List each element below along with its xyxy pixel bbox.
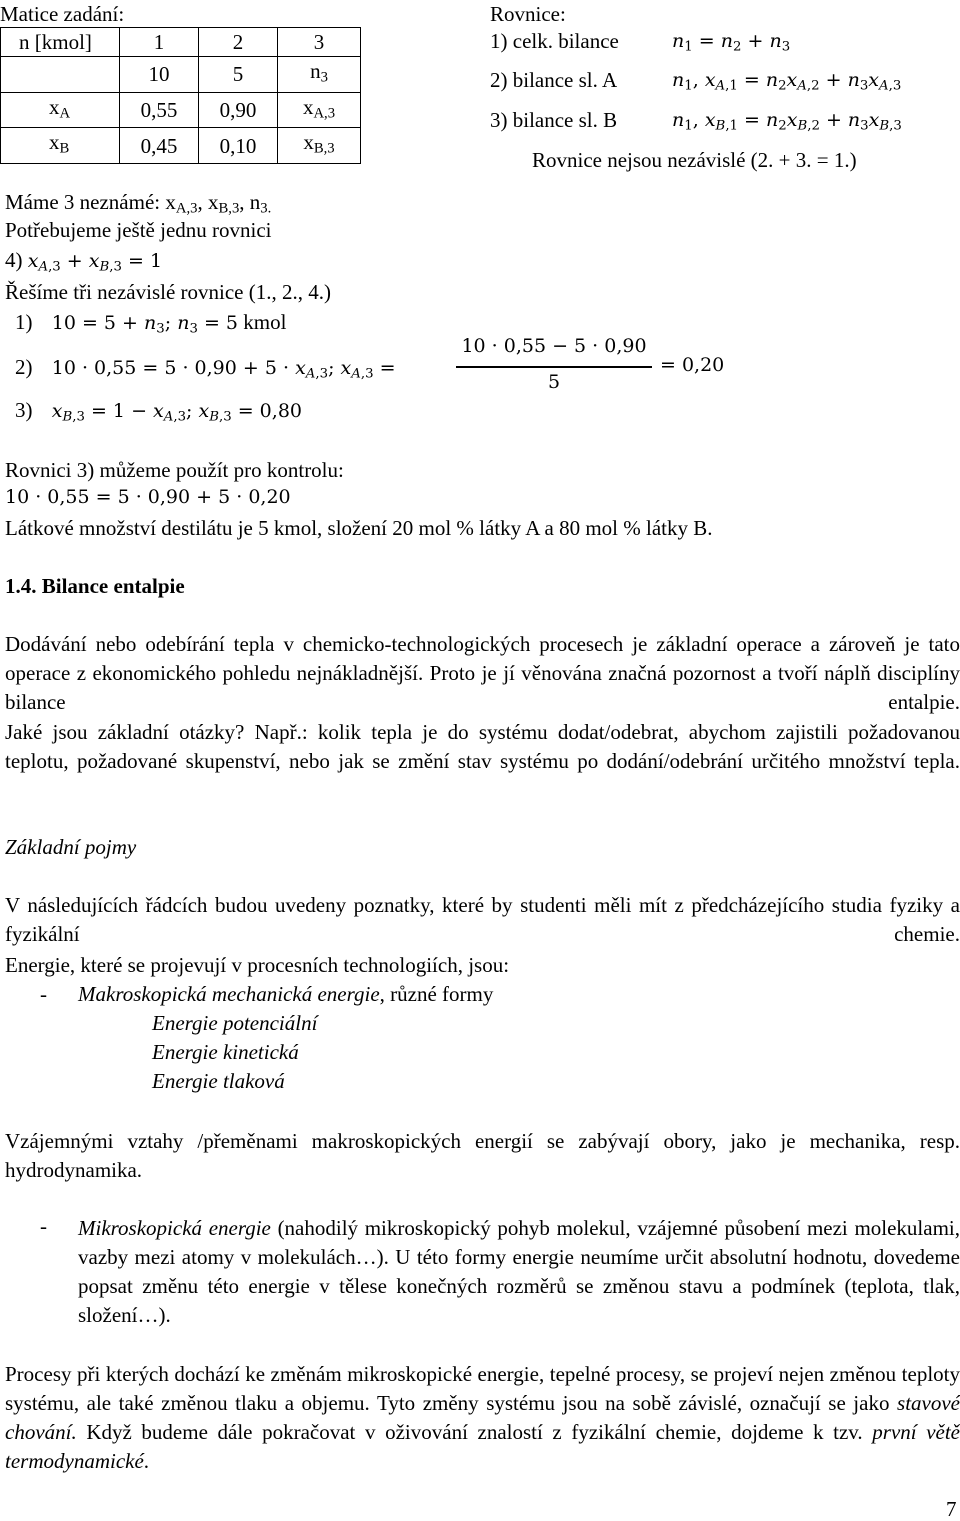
processes-text-b: Když budeme dále pokračovat v oživování znalostí z fyzikální chemie, dojdeme k tzv. <box>76 1420 873 1444</box>
energy-form-kinetic: Energie kinetická <box>152 1040 299 1064</box>
solution-1-unit: kmol <box>243 310 287 334</box>
check-conclusion: Látkové množství destilátu je 5 kmol, složení 20 mol % látky A a 80 mol % látky B. <box>5 516 713 540</box>
solution-3-label: 3) <box>15 398 33 422</box>
fraction-bar <box>456 366 652 368</box>
table-cell <box>278 128 361 164</box>
paragraph-macro-relations: Vzájemnými vztahy /přeměnami makroskopických energií se zabývají obory, jako je mechanika, resp. hydrodynamika. <box>5 1129 960 1182</box>
table-cell <box>278 57 361 93</box>
equation-4: 4) $x_{A,3} + x_{B,3} = 1$ <box>5 248 163 275</box>
subscript: A <box>59 105 71 122</box>
equation-1-label: 1) celk. bilance <box>490 29 619 53</box>
energy-form-potential: Energie potenciální <box>152 1011 318 1035</box>
bullet-macro-term: Makroskopická mechanická energie <box>78 982 380 1006</box>
table-row <box>1 128 361 164</box>
equation-3-label: 3) bilance sl. B <box>490 108 618 132</box>
table-cell <box>278 92 361 128</box>
equations-note: Rovnice nejsou nezávislé (2. + 3. = 1.) <box>532 148 857 172</box>
table-row <box>1 57 361 93</box>
fraction-result: = 0,20 <box>660 354 725 376</box>
paragraph-prior-knowledge: V následujících řádcích budou uvedeny poznatky, které by studenti měli mít z předcházejícího studia fyziky a fyzikální chemie. <box>5 893 960 946</box>
energy-form-pressure: Energie tlaková <box>152 1069 285 1093</box>
equation-2: $n_1$, $x_{A,1} = n_2x_{A,2} + n_3x_{A,3}$ <box>672 69 902 94</box>
bullet-dash: - <box>40 982 47 1006</box>
paragraph-energies: Energie, které se projevují v procesních technologiích, jsou: <box>5 953 510 977</box>
solution-2-label: 2) <box>15 355 33 379</box>
table-cell <box>1 128 120 164</box>
cell-text: x <box>49 130 60 155</box>
equation-3: $n_1$, $x_{B,1} = n_2x_{B,2} + n_3x_{B,3}$ <box>672 109 902 134</box>
paragraph-intro: Dodávání nebo odebírání tepla v chemicko-technologických procesech je základní operace a zároveň je tato operace z ekonomického pohledu nejnákladnější. Proto je jí věnována značná pozornost a tvoří náplň disciplíny bilance entalpie. <box>5 632 960 714</box>
subscript: 3 <box>320 69 328 86</box>
fraction-denominator: 5 <box>547 371 561 393</box>
table-cell: 0,45 <box>120 128 199 164</box>
table-cell <box>1 57 120 93</box>
subscript: A,3 <box>313 105 336 122</box>
solve-line: Řešíme tři nezávislé rovnice (1., 2., 4.) <box>5 280 331 304</box>
processes-text-a: Procesy při kterých dochází ke změnám mikroskopické energie, tepelné procesy, se projeví nejen změnou teploty systému, ale také změnou tlaku a objemu. Tyto změny systému jsou na sobě závislé, označují se jako <box>5 1362 960 1415</box>
solution-1: 1) $10 = 5 + n_3$; $n_3 = 5$ kmol <box>15 310 287 337</box>
bullet-macro-rest: , různé formy <box>379 982 494 1006</box>
paragraph-processes <box>5 1360 960 1476</box>
bullet-dash: - <box>40 1214 47 1238</box>
input-matrix-table <box>0 27 361 164</box>
subscript: B <box>59 141 70 158</box>
matrix-title: Matice zadání: <box>0 2 125 26</box>
cell-text: x <box>302 94 314 119</box>
cell-text: x <box>49 94 60 119</box>
bullet-micro-term: Mikroskopická energie <box>78 1216 271 1240</box>
cell-text: n <box>310 59 321 83</box>
processes-term-state: stavové chování. <box>5 1391 960 1444</box>
table-cell: 2 <box>199 28 278 57</box>
bullet-micro <box>78 1214 960 1330</box>
table-cell: n [kmol] <box>1 28 120 57</box>
table-cell: 3 <box>278 28 361 57</box>
paragraph-questions: Jaké jsou základní otázky? Např.: kolik tepla je do systému dodat/odebrat, abychom zajistili požadovanou teplotu, požadované skupenství, nebo jak se změní stav systému po dodání/odebrání určitého množství tepla. <box>5 720 960 773</box>
fraction-numerator: 10 · 0,55 − 5 · 0,90 <box>461 335 647 357</box>
solution-1-label: 1) <box>15 310 33 334</box>
cell-text: x <box>303 130 314 155</box>
equation-4-label: 4) <box>5 248 28 272</box>
table-row <box>1 28 361 57</box>
table-cell: 10 <box>120 57 199 93</box>
table-cell: 5 <box>199 57 278 93</box>
subheading-basic-terms: Základní pojmy <box>5 835 137 859</box>
bullet-micro-rest: (nahodilý mikroskopický pohyb molekul, vzájemné působení mezi molekulami, vazby mezi atomy v molekulách…). U této formy energie neumíme určit absolutní hodnotu, dovedeme popsat změnu této energie v tělese konečných rozměrů se změnou stavu a podmínek (teplota, tlak, složení…). <box>78 1216 960 1327</box>
section-heading: 1.4. Bilance entalpie <box>5 574 185 598</box>
table-cell: 0,10 <box>199 128 278 164</box>
table-cell: 1 <box>120 28 199 57</box>
table-cell: 0,55 <box>120 92 199 128</box>
bullet-macro <box>78 982 493 1006</box>
unknowns-line: Máme 3 neznámé: $x_{A,3}$, $x_{B,3}$, $n_{3.}$ <box>5 190 272 217</box>
equation-2-label: 2) bilance sl. A <box>490 68 618 92</box>
processes-text-c: . <box>143 1449 150 1473</box>
check-intro: Rovnici 3) můžeme použít pro kontrolu: <box>5 458 344 482</box>
table-row <box>1 92 361 128</box>
check-equation: 10 · 0,55 = 5 · 0,90 + 5 · 0,20 <box>5 486 291 508</box>
page-number: 7 <box>946 1497 957 1521</box>
unknowns-need-line: Potřebujeme ještě jednu rovnici <box>5 218 272 242</box>
processes-term-first-law: první větě termodynamické <box>5 1420 960 1473</box>
table-cell <box>1 92 120 128</box>
table-cell: 0,90 <box>199 92 278 128</box>
solution-2: 2) $10 \cdot 0,55 = 5 \cdot 0,90 + 5 \cdot x_{A,3}$; $x_{A,3}$ = <box>15 355 396 382</box>
subscript: B,3 <box>313 141 335 158</box>
solution-3: 3) $x_{B,3} = 1 - x_{A,3}$; $x_{B,3} = 0,80$ <box>15 398 302 425</box>
equations-heading: Rovnice: <box>490 2 566 26</box>
equation-1: $n_1 = n_2 + n_3$ <box>672 30 791 55</box>
unknowns-prefix: Máme 3 neznámé: x <box>5 190 176 214</box>
